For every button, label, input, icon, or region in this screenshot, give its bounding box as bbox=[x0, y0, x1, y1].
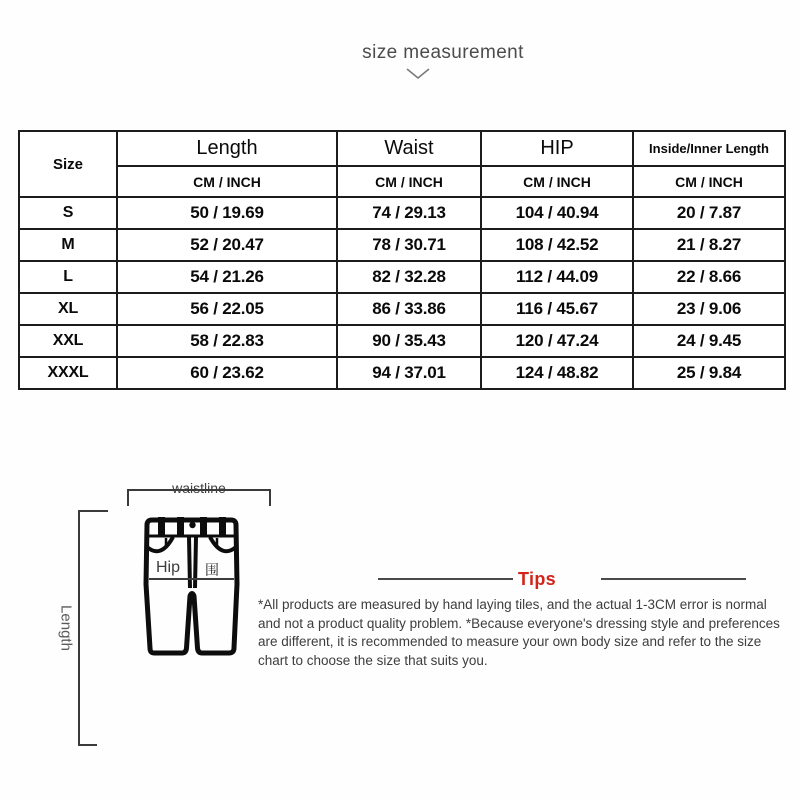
waistline-label: waistline bbox=[172, 480, 226, 496]
table-cell: 112 / 44.09 bbox=[481, 261, 633, 293]
table-cell: 24 / 9.45 bbox=[633, 325, 785, 357]
table-row bbox=[19, 229, 785, 261]
table-cell: 54 / 21.26 bbox=[117, 261, 337, 293]
chevron-down-icon bbox=[405, 67, 431, 81]
table-cell: 86 / 33.86 bbox=[337, 293, 481, 325]
waistline-bracket-tick-left bbox=[127, 489, 129, 506]
length-bracket-tick-top bbox=[78, 510, 108, 512]
table-cell: 94 / 37.01 bbox=[337, 357, 481, 389]
table-cell: 23 / 9.06 bbox=[633, 293, 785, 325]
table-cell: 82 / 32.28 bbox=[337, 261, 481, 293]
length-label: Length bbox=[57, 605, 75, 651]
table-cell: 78 / 30.71 bbox=[337, 229, 481, 261]
table-cell: 108 / 42.52 bbox=[481, 229, 633, 261]
page-title: size measurement bbox=[362, 42, 524, 63]
tips-heading: Tips bbox=[518, 569, 556, 589]
table-cell: 20 / 7.87 bbox=[633, 197, 785, 229]
table-cell: XXL bbox=[19, 325, 117, 357]
unit-header: CM / INCH bbox=[633, 166, 785, 197]
length-bracket-line bbox=[78, 510, 80, 745]
size-table bbox=[18, 130, 786, 390]
table-cell: XXXL bbox=[19, 357, 117, 389]
hip-label: Hip bbox=[156, 559, 181, 576]
table-cell: 104 / 40.94 bbox=[481, 197, 633, 229]
table-cell: 74 / 29.13 bbox=[337, 197, 481, 229]
column-header-length: Length bbox=[117, 131, 337, 166]
waistline-bracket-tick-right bbox=[269, 489, 271, 506]
tips-rule-right bbox=[601, 578, 746, 580]
column-header-hip: HIP bbox=[481, 131, 633, 166]
table-cell: 116 / 45.67 bbox=[481, 293, 633, 325]
column-header-waist: Waist bbox=[337, 131, 481, 166]
column-header-size: Size bbox=[19, 131, 117, 197]
table-cell: 25 / 9.84 bbox=[633, 357, 785, 389]
table-cell: 60 / 23.62 bbox=[117, 357, 337, 389]
hip-measure-line bbox=[149, 578, 234, 580]
unit-header: CM / INCH bbox=[117, 166, 337, 197]
table-cell: S bbox=[19, 197, 117, 229]
table-row bbox=[19, 325, 785, 357]
table-cell: XL bbox=[19, 293, 117, 325]
table-cell: 90 / 35.43 bbox=[337, 325, 481, 357]
table-cell: 58 / 22.83 bbox=[117, 325, 337, 357]
table-cell: L bbox=[19, 261, 117, 293]
table-cell: 124 / 48.82 bbox=[481, 357, 633, 389]
table-cell: 120 / 47.24 bbox=[481, 325, 633, 357]
shorts-drawing-icon bbox=[141, 514, 243, 662]
table-cell: 22 / 8.66 bbox=[633, 261, 785, 293]
column-header-inner-length: Inside/Inner Length bbox=[633, 131, 785, 166]
unit-header: CM / INCH bbox=[337, 166, 481, 197]
table-cell: 50 / 19.69 bbox=[117, 197, 337, 229]
table-row bbox=[19, 197, 785, 229]
table-row bbox=[19, 293, 785, 325]
length-bracket-tick-bottom bbox=[78, 744, 97, 746]
table-unit-row bbox=[19, 166, 785, 197]
hip-cn-label: 围 bbox=[205, 562, 219, 578]
tips-rule-left bbox=[378, 578, 513, 580]
table-header-row bbox=[19, 131, 785, 166]
table-cell: M bbox=[19, 229, 117, 261]
table-cell: 52 / 20.47 bbox=[117, 229, 337, 261]
table-row bbox=[19, 357, 785, 389]
table-row bbox=[19, 261, 785, 293]
table-cell: 56 / 22.05 bbox=[117, 293, 337, 325]
tips-body-text: *All products are measured by hand laying tiles, and the actual 1-3CM error is normal and not a product quality problem. *Because everyone's dressing style and preferences are different, it is recommended to measure your own body size and refer to the size chart to choose the size that suits you. bbox=[258, 597, 780, 668]
table-cell: 21 / 8.27 bbox=[633, 229, 785, 261]
unit-header: CM / INCH bbox=[481, 166, 633, 197]
